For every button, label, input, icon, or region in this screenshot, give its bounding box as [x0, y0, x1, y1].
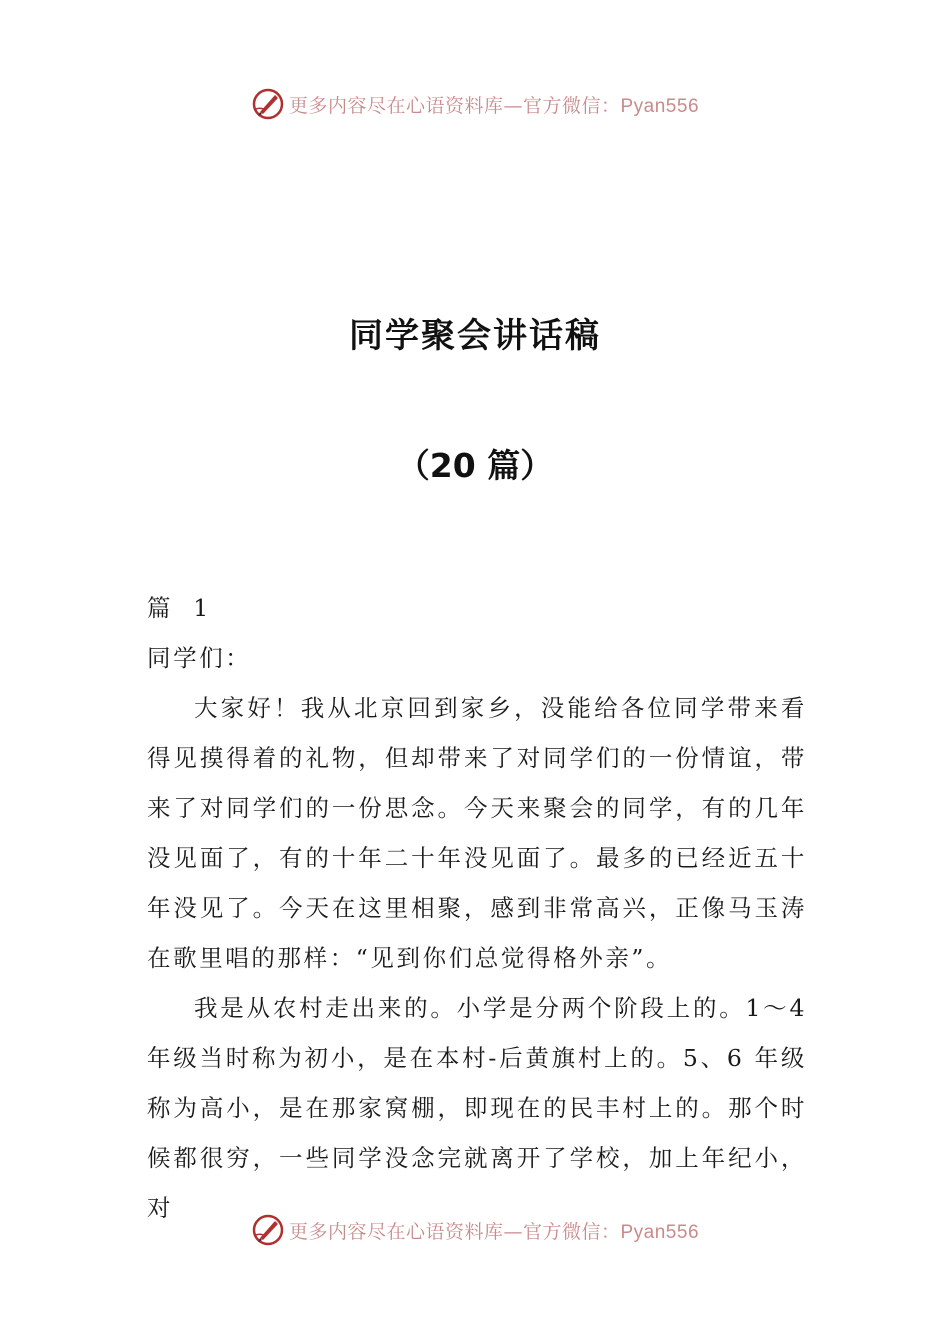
watermark-text: 更多内容尽在心语资料库—官方微信：Pyan556 — [288, 1220, 700, 1243]
document-body — [147, 583, 807, 1233]
paragraph: 我是从农村走出来的。小学是分两个阶段上的。1～4年级当时称为初小，是在本村-后黄旗村上的。5、6 年级称为高小，是在那家窝棚，即现在的民丰村上的。那个时候都很穷，一些同学没念完就离开了学校，加上年纪小，对 — [147, 994, 807, 1222]
footer-watermark — [0, 1210, 950, 1250]
section-label: 篇 1 — [147, 594, 211, 622]
document-subtitle: （20 篇） — [396, 446, 554, 485]
paragraph: 大家好！我从北京回到家乡，没能给各位同学带来看得见摸得着的礼物，但却带来了对同学们的一份情谊，带来了对同学们的一份思念。今天来聚会的同学，有的几年没见面了，有的十年二十年没见面了。最多的已经近五十年没见了。今天在这里相聚，感到非常高兴，正像马玉涛在歌里唱的那样：“见到你们总觉得格外亲”。 — [147, 694, 807, 972]
salutation: 同学们： — [147, 644, 252, 672]
document-title: 同学聚会讲话稿 — [349, 316, 601, 356]
watermark-text: 更多内容尽在心语资料库—官方微信：Pyan556 — [288, 94, 700, 117]
header-watermark — [0, 84, 950, 124]
pen-logo-icon — [251, 87, 285, 121]
pen-logo-icon — [251, 1213, 285, 1247]
